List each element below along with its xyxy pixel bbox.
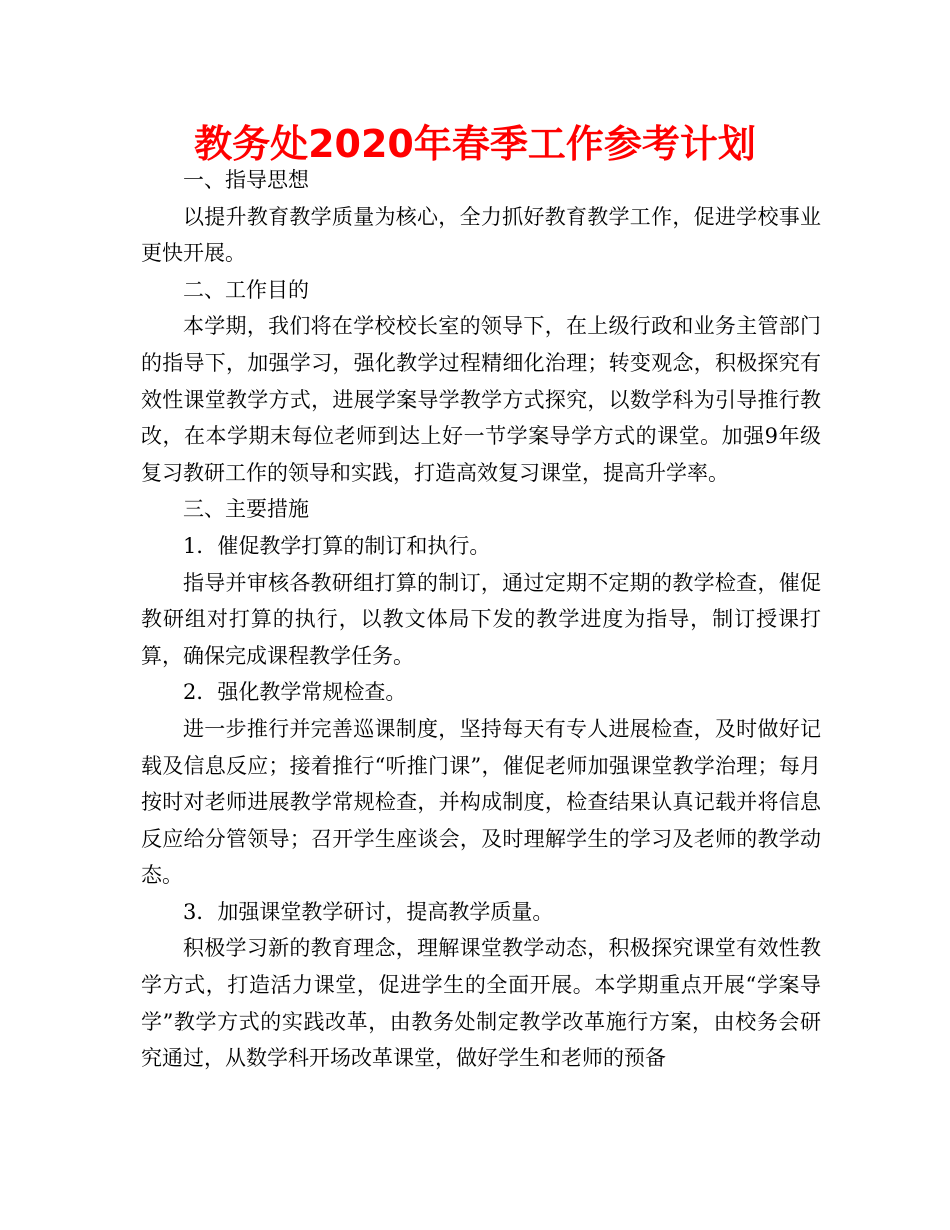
paragraph-work-goals: 本学期，我们将在学校校长室的领导下，在上级行政和业务主管部门的指导下，加强学习，强化教学过程精细化治理；转变观念，积极探究有效性课堂教学方式，进展学案导学教学方式探究，以数学科为引导推行教改，在本学期末每位老师到达上好一节学案导学方式的课堂。加强9年级复习教研工作的领导和实践，打造高效复习课堂，提高升学率。 <box>141 314 821 485</box>
paragraph-measure-2: 进一步推行并完善巡课制度，坚持每天有专人进展检查，及时做好记载及信息反应；接着推行“听推门课”，催促老师加强课堂教学治理；每月按时对老师进展教学常规检查，并构成制度，检查结果认真记载并将信息反应给分管领导；召开学生座谈会，及时理解学生的学习及老师的教学动态。 <box>141 716 821 888</box>
subheading-measure-1: 1．催促教学打算的制订和执行。 <box>183 533 491 558</box>
heading-main-measures: 三、主要措施 <box>183 497 309 522</box>
subheading-measure-3: 3．加强课堂教学研讨，提高教学质量。 <box>183 899 554 924</box>
document-body <box>141 162 821 1077</box>
paragraph-measure-1: 指导并审核各教研组打算的制订，通过定期不定期的教学检查，催促教研组对打算的执行，以教文体局下发的教学进度为指导，制订授课打算，确保完成课程教学任务。 <box>141 570 821 668</box>
paragraph-guiding-ideology: 以提升教育教学质量为核心，全力抓好教育教学工作，促进学校事业更快开展。 <box>141 204 821 266</box>
heading-work-goals: 二、工作目的 <box>183 277 309 302</box>
subheading-measure-2: 2．强化教学常规检查。 <box>183 680 407 705</box>
heading-guiding-ideology: 一、指导思想 <box>183 168 309 192</box>
document-title: 教务处2020年春季工作参考计划 <box>194 122 756 166</box>
paragraph-measure-3: 积极学习新的教育理念，理解课堂教学动态，积极探究课堂有效性教学方式，打造活力课堂，促进学生的全面开展。本学期重点开展“学案导学”教学方式的实践改革，由教务处制定教学改革施行方案，由校务会研究通过，从数学科开场改革课堂，做好学生和老师的预备 <box>141 936 821 1071</box>
